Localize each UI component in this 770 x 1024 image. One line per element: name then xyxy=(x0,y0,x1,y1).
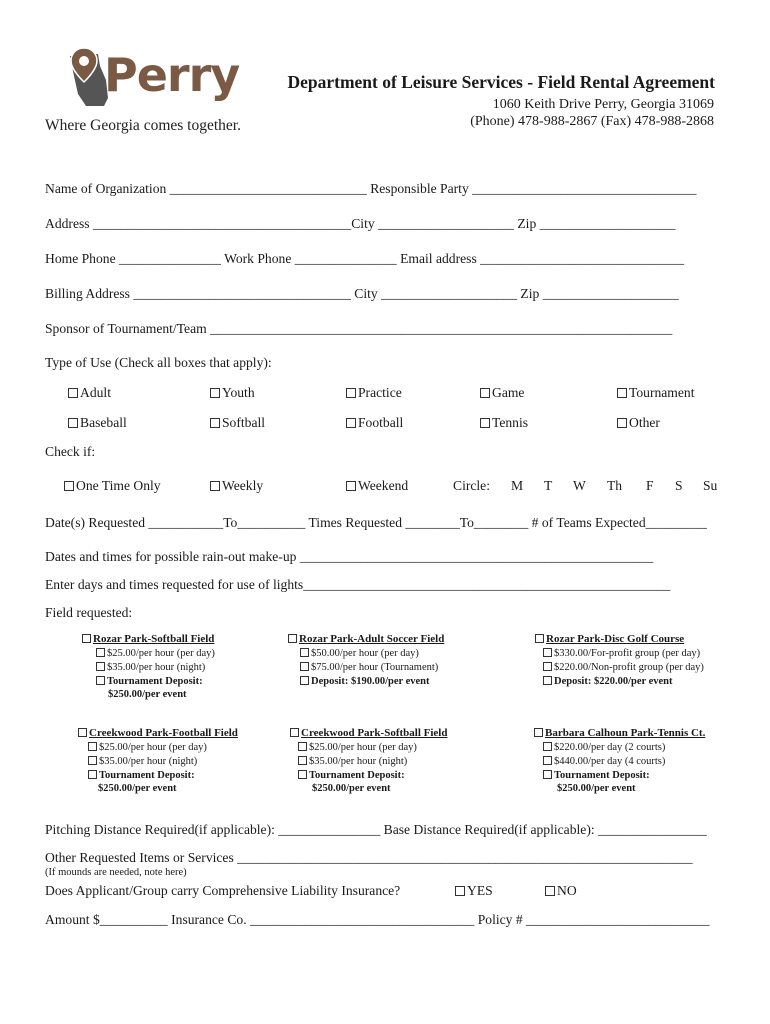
checkbox-box[interactable] xyxy=(88,756,97,765)
checkbox-box[interactable] xyxy=(346,418,356,428)
checkbox-box[interactable] xyxy=(543,662,552,671)
checkbox-box[interactable] xyxy=(543,756,552,765)
lights-line[interactable]: Enter days and times requested for use of lights______________________________________________________ xyxy=(45,577,671,592)
rate-item: $25.00/per hour (per day) xyxy=(99,742,207,753)
checkbox-box[interactable] xyxy=(298,770,307,779)
organization-line[interactable]: Name of Organization _____________________________ Responsible Party _________________________________ xyxy=(45,181,697,196)
checkbox-box[interactable] xyxy=(535,634,544,643)
checkbox-box[interactable] xyxy=(68,418,78,428)
day-saturday[interactable]: S xyxy=(675,478,683,493)
field-rozar-soccer xyxy=(288,633,444,687)
field-requested-label: Field requested: xyxy=(45,605,133,620)
football-checkbox[interactable]: Football xyxy=(346,415,403,431)
day-sunday[interactable]: Su xyxy=(703,478,718,493)
billing-address-line[interactable]: Billing Address ________________________________ City ____________________ Zip ____________________ xyxy=(45,286,679,301)
field-rozar-disc-golf xyxy=(535,633,704,687)
checkbox-box[interactable] xyxy=(96,662,105,671)
rate-item: $440.00/per day (4 courts) xyxy=(554,756,666,767)
checkbox-box[interactable] xyxy=(288,634,297,643)
softball-checkbox[interactable]: Softball xyxy=(210,415,265,431)
rate-item: $35.00/per hour (night) xyxy=(309,756,408,767)
checkbox-box[interactable] xyxy=(480,388,490,398)
insurance-yes-checkbox[interactable]: YES xyxy=(455,883,493,899)
field-title: Barbara Calhoun Park-Tennis Ct. xyxy=(545,727,706,739)
field-title: Creekwood Park-Softball Field xyxy=(301,727,448,739)
checkbox-box[interactable] xyxy=(64,481,74,491)
deposit-label: Tournament Deposit: xyxy=(99,770,195,781)
dates-requested-line[interactable]: Date(s) Requested ___________To__________ Times Requested ________To________ # of Teams Expected_________ xyxy=(45,515,707,530)
checkbox-box[interactable] xyxy=(543,676,552,685)
field-title: Rozar Park-Softball Field xyxy=(93,633,215,645)
checkbox-box[interactable] xyxy=(455,886,465,896)
deposit-label: Tournament Deposit: xyxy=(309,770,405,781)
checkbox-box[interactable] xyxy=(68,388,78,398)
checkbox-box[interactable] xyxy=(300,648,309,657)
baseball-checkbox[interactable]: Baseball xyxy=(68,415,127,431)
checkbox-box[interactable] xyxy=(210,481,220,491)
checkbox-box[interactable] xyxy=(210,418,220,428)
insurance-amount-line[interactable]: Amount $__________ Insurance Co. _________________________________ Policy # ___________________________ xyxy=(45,912,710,927)
checkbox-box[interactable] xyxy=(82,634,91,643)
deposit-label: Tournament Deposit: xyxy=(107,676,203,687)
department-contact: (Phone) 478-988-2867 (Fax) 478-988-2868 xyxy=(470,114,714,129)
adult-checkbox[interactable]: Adult xyxy=(68,385,111,401)
insurance-question: Does Applicant/Group carry Comprehensive Liability Insurance? xyxy=(45,883,401,898)
tennis-checkbox[interactable]: Tennis xyxy=(480,415,528,431)
checkbox-box[interactable] xyxy=(300,676,309,685)
field-creekwood-football xyxy=(78,727,238,794)
checkbox-box[interactable] xyxy=(346,481,356,491)
sponsor-line[interactable]: Sponsor of Tournament/Team ____________________________________________________________________ xyxy=(45,321,673,336)
checkbox-box[interactable] xyxy=(480,418,490,428)
rate-item: $220.00/per day (2 courts) xyxy=(554,742,666,753)
field-creekwood-softball xyxy=(290,727,447,794)
checkbox-box[interactable] xyxy=(88,770,97,779)
phone-email-line[interactable]: Home Phone _______________ Work Phone _______________ Email address ______________________________ xyxy=(45,251,685,266)
deposit-amount: $250.00/per event xyxy=(98,783,177,794)
day-friday[interactable]: F xyxy=(646,478,654,493)
type-of-use-label: Type of Use (Check all boxes that apply): xyxy=(45,355,272,370)
deposit-label: Tournament Deposit: xyxy=(554,770,650,781)
rate-item: $50.00/per hour (per day) xyxy=(311,648,419,659)
field-title: Rozar Park-Disc Golf Course xyxy=(546,633,685,645)
mounds-note: (If mounds are needed, note here) xyxy=(45,867,187,878)
checkbox-box[interactable] xyxy=(617,388,627,398)
rate-item: $25.00/per hour (per day) xyxy=(107,648,215,659)
rate-item: $35.00/per hour (night) xyxy=(99,756,198,767)
checkbox-box[interactable] xyxy=(298,756,307,765)
logo-tagline: Where Georgia comes together. xyxy=(45,117,241,134)
deposit-label: Deposit: $220.00/per event xyxy=(554,676,673,687)
checkbox-box[interactable] xyxy=(545,886,555,896)
deposit-label: Deposit: $190.00/per event xyxy=(311,676,430,687)
checkbox-box[interactable] xyxy=(290,728,299,737)
practice-checkbox[interactable]: Practice xyxy=(346,385,402,401)
rate-item: $220.00/Non-profit group (per day) xyxy=(554,662,704,673)
circle-label: Circle: xyxy=(453,478,490,493)
checkbox-box[interactable] xyxy=(617,418,627,428)
checkbox-box[interactable] xyxy=(300,662,309,671)
check-if-label: Check if: xyxy=(45,444,96,459)
youth-checkbox[interactable]: Youth xyxy=(210,385,255,401)
rainout-line[interactable]: Dates and times for possible rain-out make-up ____________________________________________________ xyxy=(45,549,654,564)
checkbox-box[interactable] xyxy=(96,648,105,657)
page-title: Department of Leisure Services - Field Rental Agreement xyxy=(287,72,715,92)
deposit-amount: $250.00/per event xyxy=(557,783,636,794)
perry-logo xyxy=(60,44,240,110)
field-title: Creekwood Park-Football Field xyxy=(89,727,238,739)
checkbox-box[interactable] xyxy=(298,742,307,751)
insurance-no-checkbox[interactable]: NO xyxy=(545,883,577,899)
checkbox-box[interactable] xyxy=(543,742,552,751)
checkbox-box[interactable] xyxy=(96,676,105,685)
other-items-line[interactable]: Other Requested Items or Services ___________________________________________________________________ xyxy=(45,850,693,865)
checkbox-box[interactable] xyxy=(534,728,543,737)
game-checkbox[interactable]: Game xyxy=(480,385,524,401)
checkbox-box[interactable] xyxy=(88,742,97,751)
deposit-amount: $250.00/per event xyxy=(312,783,391,794)
rate-item: $35.00/per hour (night) xyxy=(107,662,206,673)
day-monday[interactable]: M xyxy=(511,478,524,493)
checkbox-box[interactable] xyxy=(543,648,552,657)
checkbox-box[interactable] xyxy=(346,388,356,398)
rate-item: $25.00/per hour (per day) xyxy=(309,742,417,753)
checkbox-box[interactable] xyxy=(543,770,552,779)
tournament-checkbox[interactable]: Tournament xyxy=(617,385,695,401)
one-time-checkbox[interactable]: One Time Only xyxy=(64,478,161,494)
field-rozar-softball xyxy=(82,633,215,700)
department-address: 1060 Keith Drive Perry, Georgia 31069 xyxy=(492,97,714,112)
deposit-amount: $250.00/per event xyxy=(108,689,187,700)
logo-word: Perry xyxy=(104,48,240,102)
field-calhoun-tennis xyxy=(534,727,705,794)
rate-item: $75.00/per hour (Tournament) xyxy=(311,662,439,673)
day-thursday[interactable]: Th xyxy=(607,478,623,493)
address-line[interactable]: Address ______________________________________City ____________________ Zip ____________________ xyxy=(45,216,676,231)
weekly-checkbox[interactable]: Weekly xyxy=(210,478,263,494)
checkbox-box[interactable] xyxy=(210,388,220,398)
rate-item: $330.00/For-profit group (per day) xyxy=(554,648,701,659)
pitching-base-distance-line[interactable]: Pitching Distance Required(if applicable): _______________ Base Distance Required(if applicable): ________________ xyxy=(45,822,707,837)
other-checkbox[interactable]: Other xyxy=(617,415,660,431)
checkbox-box[interactable] xyxy=(78,728,87,737)
day-tuesday[interactable]: T xyxy=(544,478,553,493)
field-title: Rozar Park-Adult Soccer Field xyxy=(299,633,445,645)
weekend-checkbox[interactable]: Weekend xyxy=(346,478,408,494)
day-wednesday[interactable]: W xyxy=(573,478,586,493)
